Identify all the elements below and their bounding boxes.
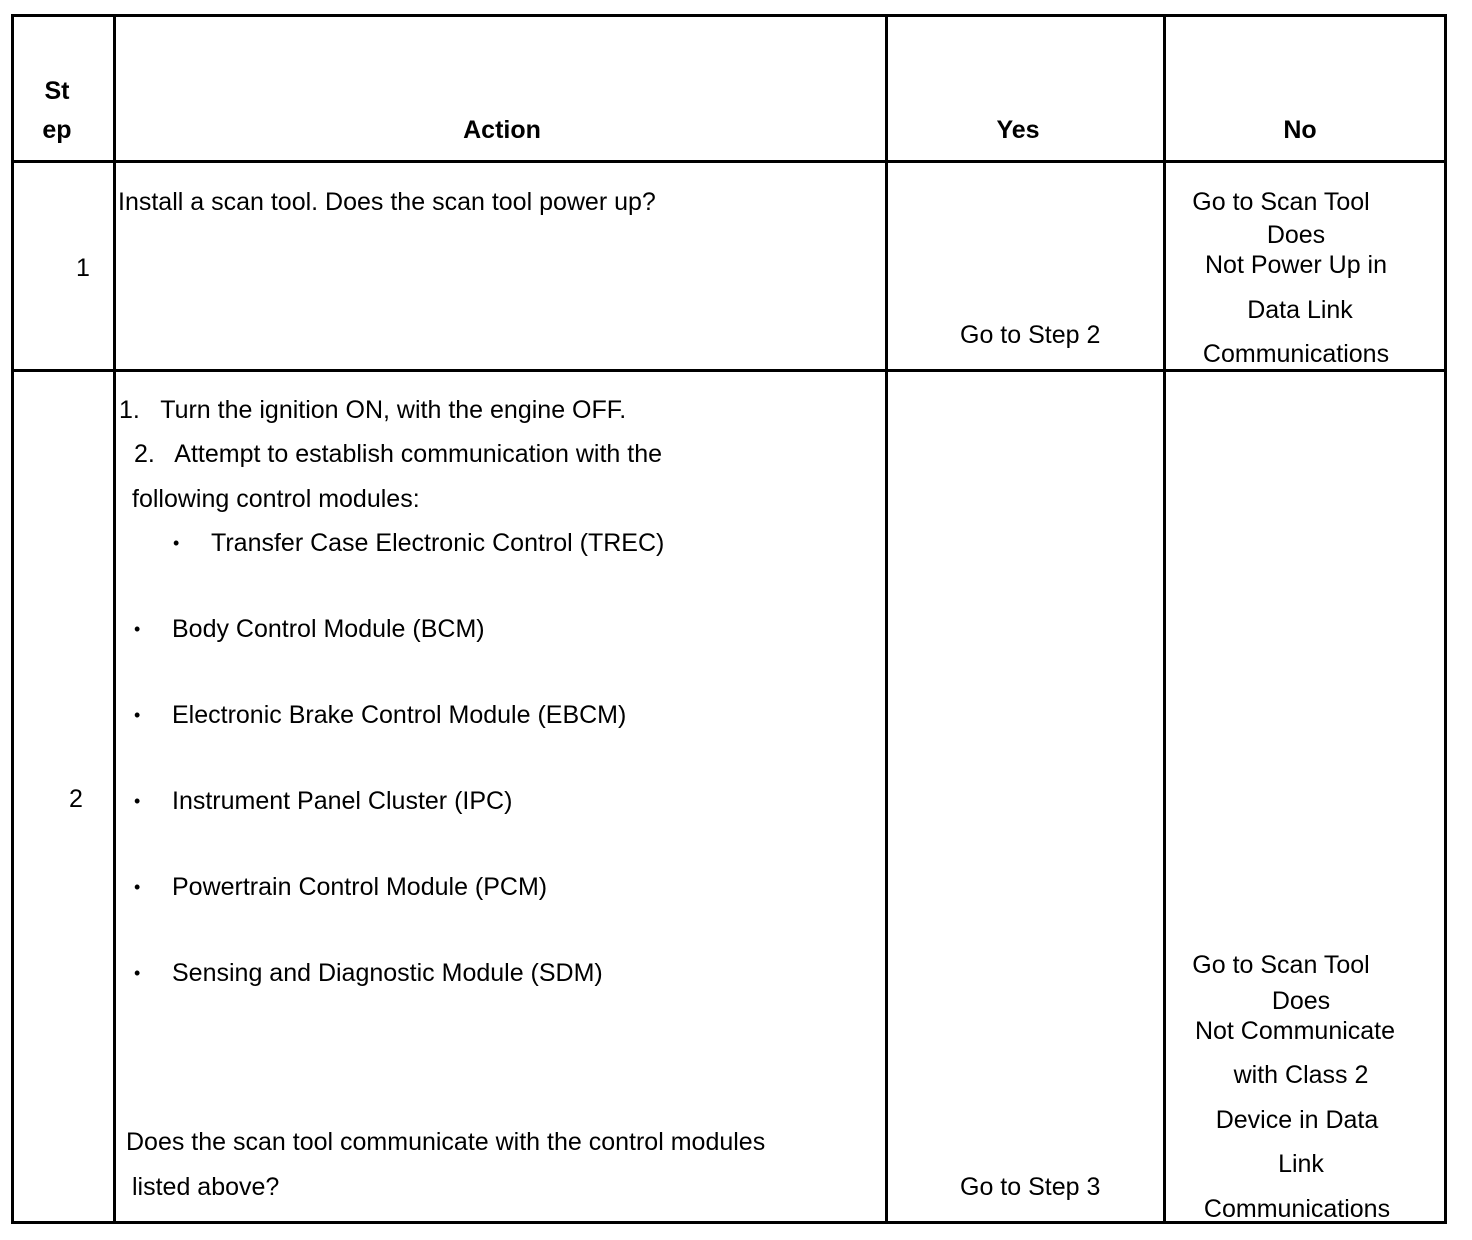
module-item-bcm: Body Control Module (BCM) <box>172 615 485 643</box>
row1-yes: Go to Step 2 <box>960 321 1101 349</box>
row2-yes: Go to Step 3 <box>960 1173 1101 1201</box>
row2-no-line7: Communications <box>1203 1195 1391 1223</box>
row2-no-line6: Link <box>1278 1150 1324 1178</box>
column-divider-action <box>885 14 888 1224</box>
row2-no-line3: Not Communicate <box>1194 1017 1396 1045</box>
row2-question-line1: Does the scan tool communicate with the control modules <box>126 1128 766 1156</box>
row2-no-line5: Device in Data <box>1215 1106 1379 1134</box>
row2-action-step2-cont: following control modules: <box>132 485 420 513</box>
row1-no-line3: Not Power Up in <box>1204 251 1388 279</box>
header-step-line1: St <box>44 77 70 105</box>
row1-no-line4: Data Link <box>1247 296 1353 324</box>
bullet-icon: • <box>134 963 141 983</box>
row1-action: Install a scan tool. Does the scan tool power up? <box>118 188 656 216</box>
module-item-trec: Transfer Case Electronic Control (TREC) <box>211 529 665 557</box>
row2-question-line2: listed above? <box>132 1173 280 1201</box>
bullet-icon: • <box>173 533 180 553</box>
row-divider <box>11 369 1447 372</box>
module-item-pcm: Powertrain Control Module (PCM) <box>172 873 548 901</box>
header-divider <box>11 160 1447 163</box>
header-action: Action <box>463 116 541 144</box>
table-border-top <box>11 14 1447 17</box>
module-item-sdm: Sensing and Diagnostic Module (SDM) <box>172 959 603 987</box>
module-item-ebcm: Electronic Brake Control Module (EBCM) <box>172 701 627 729</box>
table-border-left <box>11 14 14 1224</box>
header-step-line2: ep <box>42 116 72 144</box>
bullet-icon: • <box>134 877 141 897</box>
column-divider-step <box>113 14 116 1224</box>
row1-no-line2: Does <box>1266 221 1326 249</box>
bullet-icon: • <box>134 791 141 811</box>
row2-no-line2: Does <box>1271 987 1331 1015</box>
row1-no-line1: Go to Scan Tool <box>1192 188 1370 216</box>
row2-no-line4: with Class 2 <box>1233 1061 1369 1089</box>
row2-no-line1: Go to Scan Tool <box>1192 951 1370 979</box>
row2-action-step1: 1. Turn the ignition ON, with the engine OFF. <box>119 396 627 424</box>
row2-step: 2 <box>69 785 83 813</box>
row1-no-line5: Communications <box>1202 340 1390 368</box>
row2-action-step2: 2. Attempt to establish communication with the <box>134 440 663 468</box>
module-item-ipc: Instrument Panel Cluster (IPC) <box>172 787 513 815</box>
row1-step: 1 <box>76 254 90 282</box>
header-yes: Yes <box>996 116 1040 144</box>
bullet-icon: • <box>134 619 141 639</box>
header-no: No <box>1283 116 1317 144</box>
table-border-right <box>1444 14 1447 1224</box>
bullet-icon: • <box>134 705 141 725</box>
